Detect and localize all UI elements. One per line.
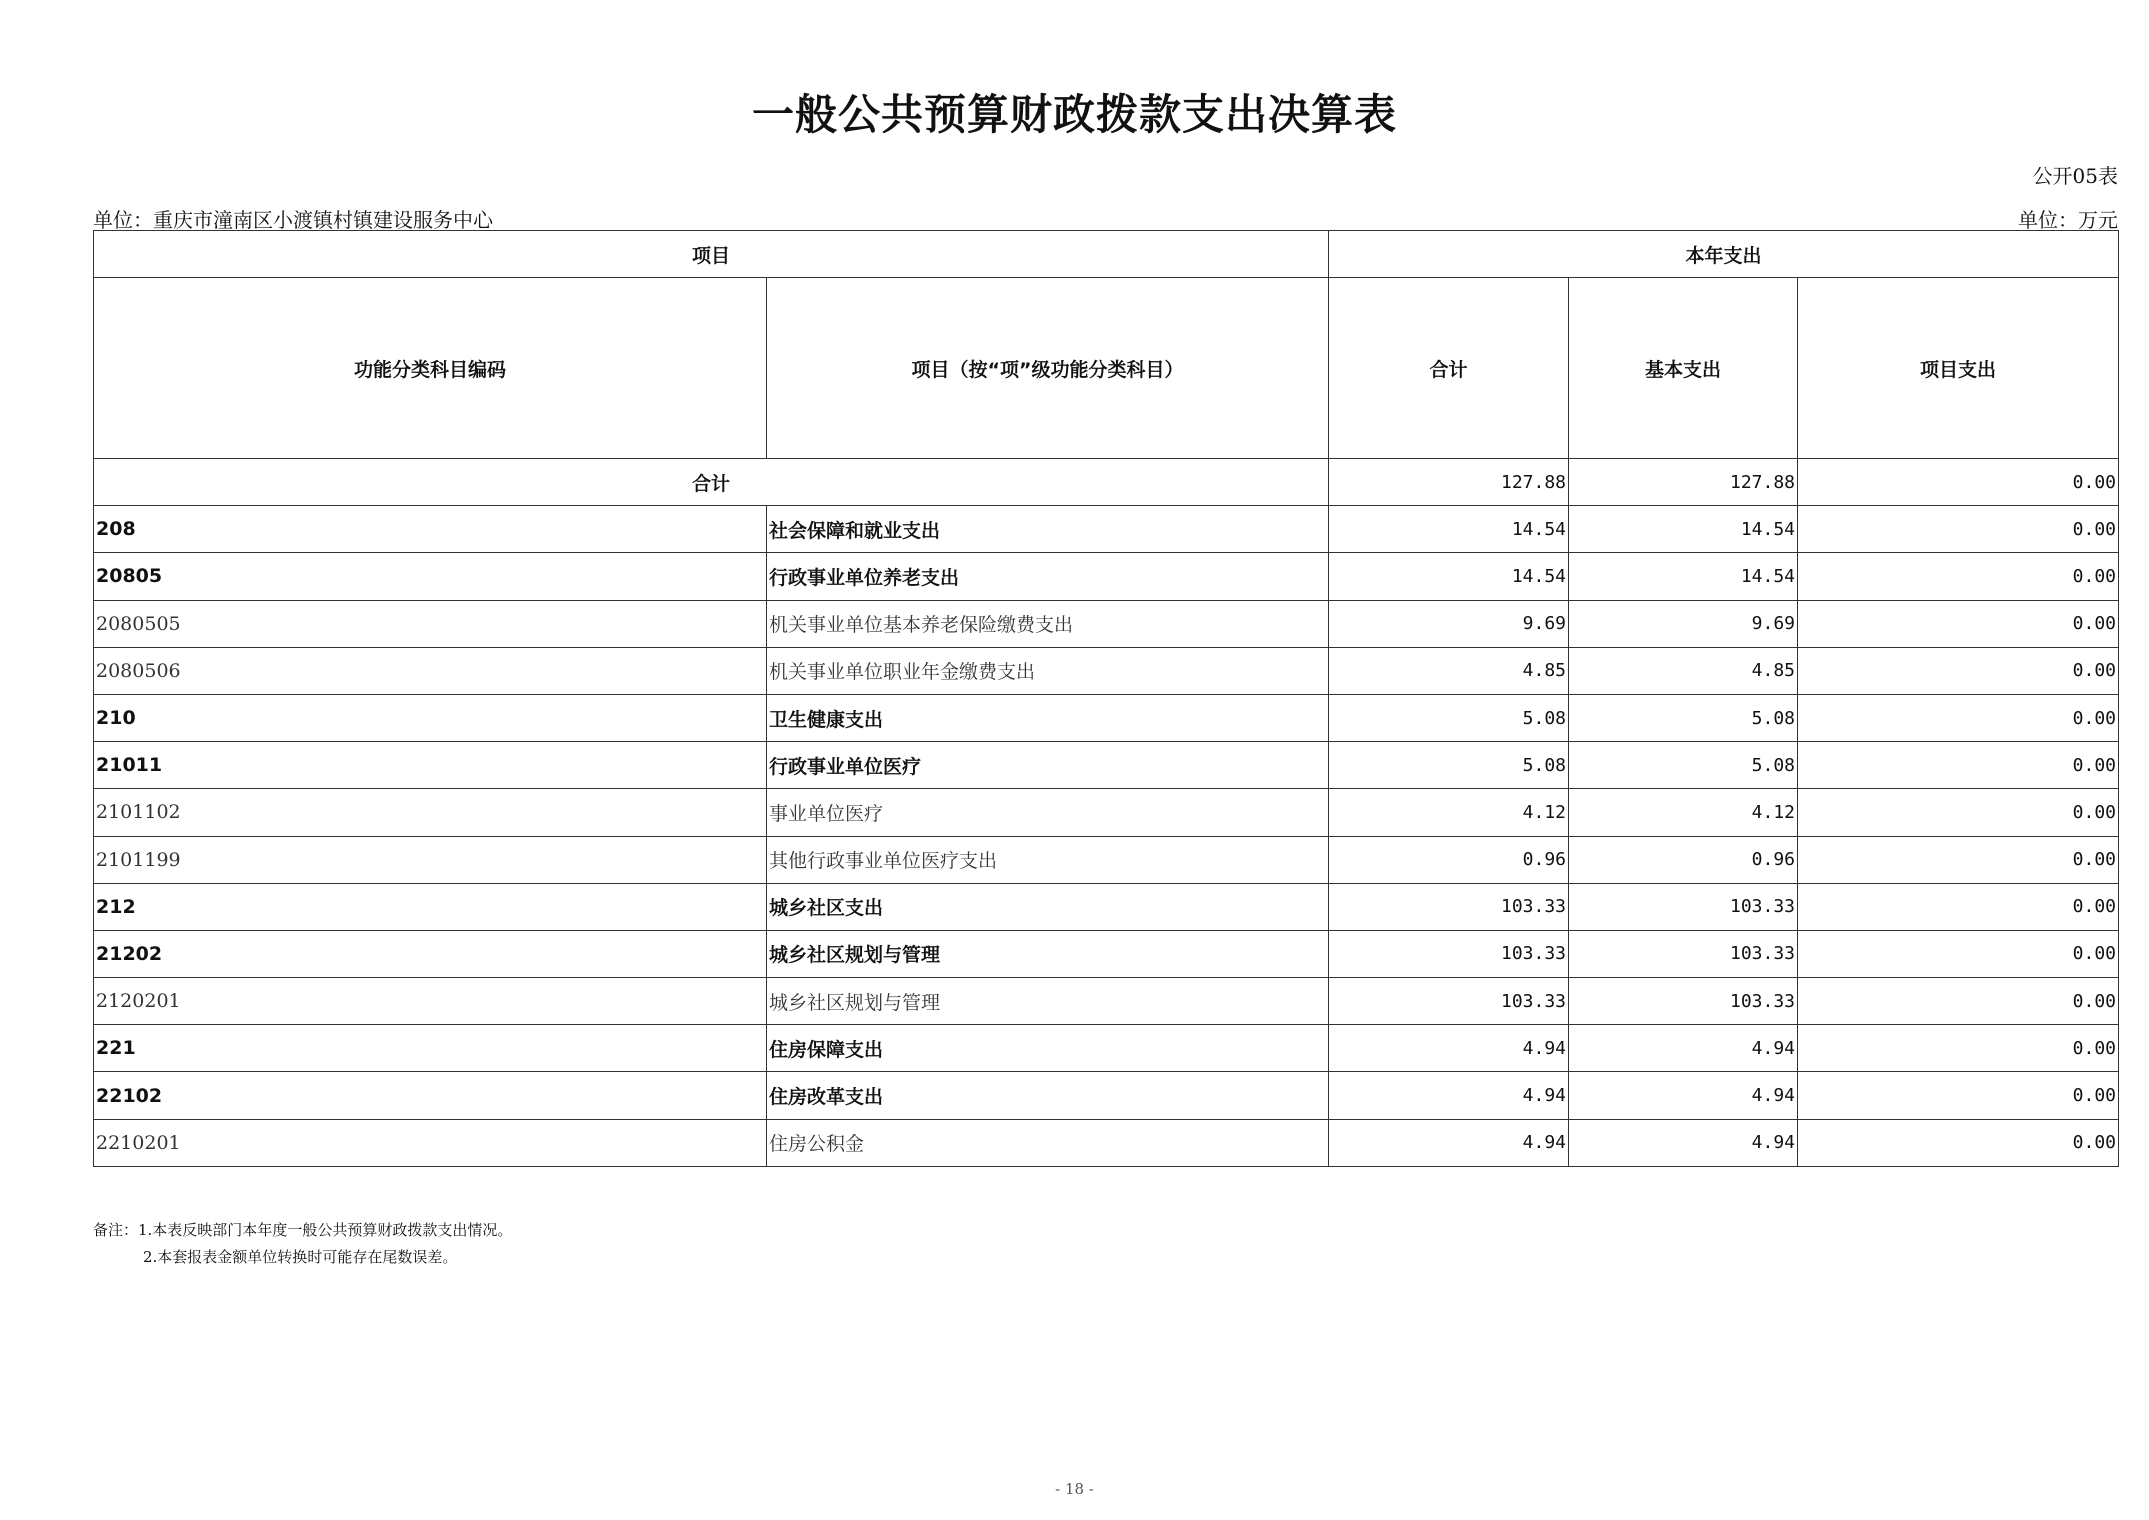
total-label: 合计 xyxy=(94,459,1329,506)
note-2: 2.本套报表金额单位转换时可能存在尾数误差。 xyxy=(143,1248,458,1266)
row-name: 其他行政事业单位医疗支出 xyxy=(767,836,1329,883)
row-basic: 103.33 xyxy=(1569,978,1798,1025)
row-code: 208 xyxy=(94,506,767,553)
row-project: 0.00 xyxy=(1798,600,2119,647)
table-row xyxy=(94,647,2119,694)
row-total: 4.94 xyxy=(1329,1119,1569,1166)
total-row xyxy=(94,459,2119,506)
row-code: 21202 xyxy=(94,930,767,977)
row-total: 4.94 xyxy=(1329,1072,1569,1119)
row-code: 20805 xyxy=(94,553,767,600)
row-project: 0.00 xyxy=(1798,694,2119,741)
expenditure-table xyxy=(93,230,2119,1167)
row-code: 22102 xyxy=(94,1072,767,1119)
row-name: 事业单位医疗 xyxy=(767,789,1329,836)
row-basic: 4.94 xyxy=(1569,1072,1798,1119)
row-basic: 0.96 xyxy=(1569,836,1798,883)
row-code: 21011 xyxy=(94,742,767,789)
total-sum: 127.88 xyxy=(1329,459,1569,506)
note-1: 备注：1.本表反映部门本年度一般公共预算财政拨款支出情况。 xyxy=(93,1221,513,1239)
row-total: 5.08 xyxy=(1329,694,1569,741)
row-basic: 5.08 xyxy=(1569,742,1798,789)
row-total: 103.33 xyxy=(1329,930,1569,977)
notes xyxy=(93,1217,512,1271)
table-row xyxy=(94,930,2119,977)
row-name: 卫生健康支出 xyxy=(767,694,1329,741)
row-basic: 4.12 xyxy=(1569,789,1798,836)
row-name: 住房保障支出 xyxy=(767,1025,1329,1072)
row-code: 2080505 xyxy=(94,600,767,647)
row-project: 0.00 xyxy=(1798,506,2119,553)
row-name: 城乡社区规划与管理 xyxy=(767,978,1329,1025)
row-basic: 14.54 xyxy=(1569,506,1798,553)
row-project: 0.00 xyxy=(1798,1072,2119,1119)
row-project: 0.00 xyxy=(1798,553,2119,600)
row-basic: 103.33 xyxy=(1569,883,1798,930)
table-row xyxy=(94,883,2119,930)
row-project: 0.00 xyxy=(1798,930,2119,977)
header-code: 功能分类科目编码 xyxy=(94,278,767,459)
header-project-exp: 项目支出 xyxy=(1798,278,2119,459)
row-basic: 5.08 xyxy=(1569,694,1798,741)
table-row xyxy=(94,1119,2119,1166)
row-project: 0.00 xyxy=(1798,978,2119,1025)
row-code: 2101102 xyxy=(94,789,767,836)
row-basic: 14.54 xyxy=(1569,553,1798,600)
row-name: 行政事业单位医疗 xyxy=(767,742,1329,789)
table-row xyxy=(94,789,2119,836)
row-project: 0.00 xyxy=(1798,742,2119,789)
row-total: 103.33 xyxy=(1329,978,1569,1025)
row-total: 4.85 xyxy=(1329,647,1569,694)
row-name: 机关事业单位基本养老保险缴费支出 xyxy=(767,600,1329,647)
row-project: 0.00 xyxy=(1798,647,2119,694)
row-basic: 4.94 xyxy=(1569,1119,1798,1166)
row-code: 2080506 xyxy=(94,647,767,694)
table-row xyxy=(94,1072,2119,1119)
row-total: 4.12 xyxy=(1329,789,1569,836)
table-body xyxy=(94,459,2119,1167)
table-row xyxy=(94,694,2119,741)
row-project: 0.00 xyxy=(1798,883,2119,930)
row-code: 212 xyxy=(94,883,767,930)
row-total: 9.69 xyxy=(1329,600,1569,647)
table-row xyxy=(94,600,2119,647)
row-total: 103.33 xyxy=(1329,883,1569,930)
row-name: 社会保障和就业支出 xyxy=(767,506,1329,553)
row-total: 14.54 xyxy=(1329,506,1569,553)
row-name: 机关事业单位职业年金缴费支出 xyxy=(767,647,1329,694)
table-row xyxy=(94,836,2119,883)
form-number: 公开05表 xyxy=(2032,164,2118,188)
header-name: 项目（按“项”级功能分类科目） xyxy=(767,278,1329,459)
currency-unit: 单位：万元 xyxy=(2018,208,2118,232)
row-total: 4.94 xyxy=(1329,1025,1569,1072)
row-code: 221 xyxy=(94,1025,767,1072)
row-name: 城乡社区规划与管理 xyxy=(767,930,1329,977)
row-project: 0.00 xyxy=(1798,1025,2119,1072)
header-this-year: 本年支出 xyxy=(1329,231,2119,278)
row-total: 0.96 xyxy=(1329,836,1569,883)
row-name: 城乡社区支出 xyxy=(767,883,1329,930)
header-total: 合计 xyxy=(1329,278,1569,459)
row-code: 2120201 xyxy=(94,978,767,1025)
row-basic: 4.85 xyxy=(1569,647,1798,694)
page-title: 一般公共预算财政拨款支出决算表 xyxy=(751,90,1397,139)
header-row-2 xyxy=(94,278,2119,459)
row-total: 14.54 xyxy=(1329,553,1569,600)
total-project: 0.00 xyxy=(1798,459,2119,506)
row-project: 0.00 xyxy=(1798,789,2119,836)
row-basic: 9.69 xyxy=(1569,600,1798,647)
header-row-1 xyxy=(94,231,2119,278)
table-row xyxy=(94,1025,2119,1072)
reporting-unit: 单位：重庆市潼南区小渡镇村镇建设服务中心 xyxy=(93,208,493,232)
table-row xyxy=(94,742,2119,789)
page-number: - 18 - xyxy=(1055,1480,1094,1498)
header-basic: 基本支出 xyxy=(1569,278,1798,459)
table-row xyxy=(94,506,2119,553)
row-project: 0.00 xyxy=(1798,836,2119,883)
row-basic: 103.33 xyxy=(1569,930,1798,977)
total-basic: 127.88 xyxy=(1569,459,1798,506)
header-project: 项目 xyxy=(94,231,1329,278)
row-project: 0.00 xyxy=(1798,1119,2119,1166)
table-row xyxy=(94,978,2119,1025)
row-name: 住房公积金 xyxy=(767,1119,1329,1166)
row-code: 210 xyxy=(94,694,767,741)
row-name: 行政事业单位养老支出 xyxy=(767,553,1329,600)
row-code: 2101199 xyxy=(94,836,767,883)
table-row xyxy=(94,553,2119,600)
row-name: 住房改革支出 xyxy=(767,1072,1329,1119)
row-total: 5.08 xyxy=(1329,742,1569,789)
row-code: 2210201 xyxy=(94,1119,767,1166)
row-basic: 4.94 xyxy=(1569,1025,1798,1072)
